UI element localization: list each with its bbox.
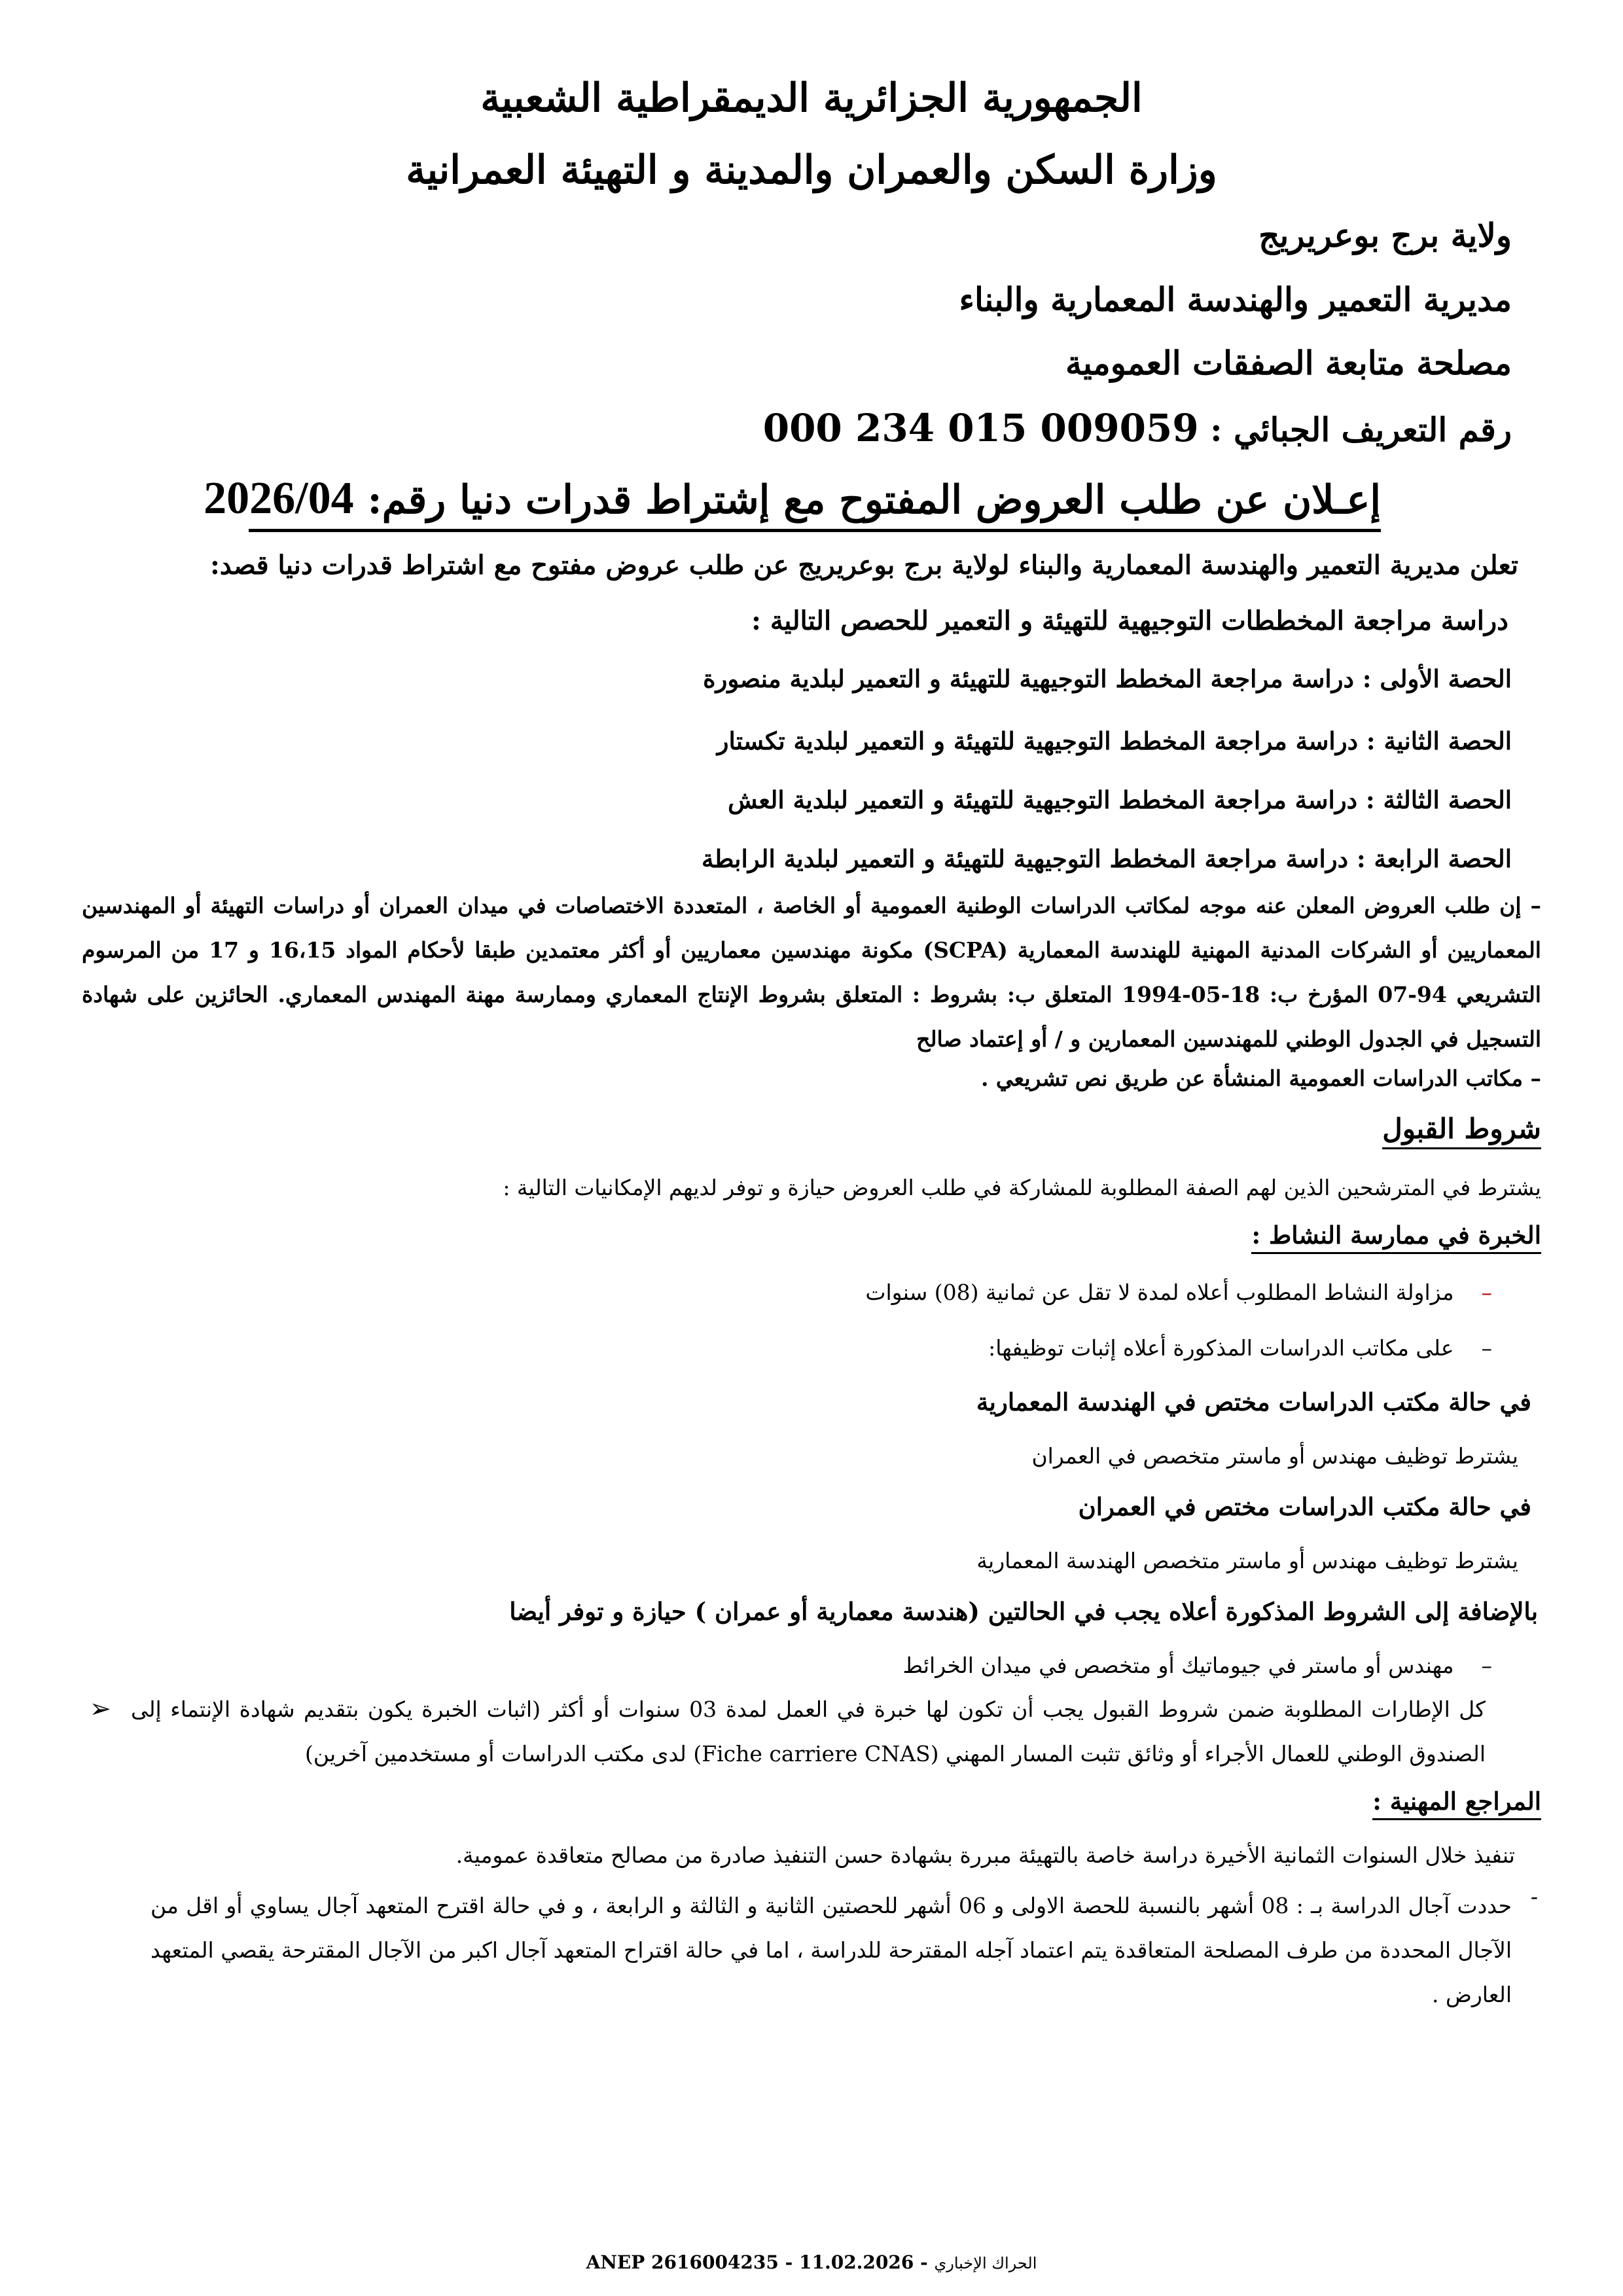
references-text: تنفيذ خلال السنوات الثمانية الأخيرة دراسة خاصة بالتهيئة مبررة بشهادة حسن التنفيذ صادرة من مصالح متعاقدة عمومية. — [455, 1842, 1515, 1868]
wilaya-name: ولاية برج بوعريريج — [1258, 216, 1512, 255]
tax-id-line — [763, 406, 1512, 450]
intro-text: تعلن مديرية التعمير والهندسة المعمارية والبناء لولاية برج بوعريريج عن طلب عروض مفتوح مع اشتراط قدرات دنيا قصد: — [210, 550, 1518, 581]
references-title: المراجع المهنية : — [1372, 1787, 1541, 1816]
tax-id-label: رقم التعريف الجبائي : — [1210, 410, 1512, 449]
case-architecture-requirement: يشترط توظيف مهندس أو ماستر متخصص في العمران — [1031, 1443, 1518, 1469]
lot-item: الحصة الرابعة : دراسة مراجعة المخطط التوجيهية للتهيئة و التعمير لبلدية الرابطة — [701, 844, 1512, 873]
study-line: دراسة مراجعة المخططات التوجيهية للتهيئة و التعمير للحصص التالية : — [751, 605, 1508, 636]
experience-item: – مزاولة النشاط المطلوب أعلاه لمدة لا تقل عن ثمانية (08) سنوات — [865, 1280, 1492, 1305]
announcement-title — [204, 473, 1381, 532]
dash-bullet: – — [1481, 1280, 1492, 1305]
tax-id-value: 000 234 015 009059 — [762, 406, 1199, 450]
experience-title: الخبرة في ممارسة النشاط : — [1251, 1221, 1541, 1249]
eligibility-paragraph: – إن طلب العروض المعلن عنه موجه لمكاتب الدراسات الوطنية العمومية أو الخاصة ، المتعددة الاختصاصات في ميدان العمران أو دراسات التهيئة أو المهندسين المعماريين أو الشركات المدنية المهنية للهندسة المعمارية (SCPA) مكونة مهندسين معماريين أو أكثر معتمدين طبقا لأحكام المواد 16،15 و 17 من المرسوم التشريعي 94-07 المؤرخ ب: 18-05-1994 المتعلق ب: بشروط : المتعلق بشروط الإنتاج المعماري وممارسة مهنة المهندس المعماري. الحائزين على شهادة التسجيل في الجدول الوطني للمهندسين المعمارين و / أو إعتماد صالح — [82, 893, 1541, 1052]
footer-anep: ANEP 2616004235 - 11.02.2026 - — [586, 2251, 928, 2273]
direction-name: مديرية التعمير والهندسة المعمارية والبناء — [959, 280, 1512, 319]
dash-bullet: – — [1481, 1653, 1492, 1678]
ministry-heading: وزارة السكن والعمران والمدينة و التهيئة العمرانية — [406, 147, 1217, 193]
conditions-title: شروط القبول — [1382, 1113, 1541, 1145]
staff-experience-note: كل الإطارات المطلوبة ضمن شروط القبول يجب أن تكون لها خبرة في العمل لمدة 03 سنوات أو أكثر (اثبات الخبرة يكون بتقديم شهادة الإنتماء إلى الصندوق الوطني للعمال الأجراء أو وثائق تثبت المسار المهني (Fiche carriere CNAS) لدى مكتب الدراسات أو مستخدمين آخرين) — [131, 1696, 1486, 1767]
case-urbanism-requirement: يشترط توظيف مهندس أو ماستر متخصص الهندسة المعمارية — [976, 1548, 1518, 1573]
both-cases-requirement: بالإضافة إلى الشروط المذكورة أعلاه يجب في الحالتين (هندسة معمارية أو عمران ) حيازة و توفر أيضا — [509, 1597, 1538, 1626]
case-urbanism-title: في حالة مكتب الدراسات مختص في العمران — [1078, 1492, 1531, 1521]
footer-publisher: الحراك الإخباري — [934, 2254, 1037, 2272]
lot-item: الحصة الأولى : دراسة مراجعة المخطط التوجيهية للتهيئة و التعمير لبلدية منصورة — [703, 664, 1512, 693]
announcement-number: 2026/04 — [204, 473, 354, 524]
gis-requirement: – مهندس أو ماستر في جيوماتيك أو متخصص في ميدان الخرائط — [902, 1653, 1492, 1678]
announcement-title-text: إعـلان عن طلب العروض المفتوح مع إشتراط قدرات دنيا رقم: — [367, 477, 1381, 523]
experience-item: – على مكاتب الدراسات المذكورة أعلاه إثبات توظيفها: — [988, 1335, 1492, 1361]
conditions-intro: يشترط في المترشحين الذين لهم الصفة المطلوبة للمشاركة في طلب العروض حيازة و توفر لديهم الإمكانيات التالية : — [503, 1175, 1541, 1200]
service-name: مصلحة متابعة الصفقات العمومية — [1065, 344, 1512, 382]
dash-bullet: - — [1530, 1884, 1538, 1909]
footer-reference — [0, 2251, 1623, 2273]
republic-heading: الجمهورية الجزائرية الديمقراطية الشعبية — [480, 75, 1143, 121]
lot-item: الحصة الثالثة : دراسة مراجعة المخطط التوجيهية للتهيئة و التعمير لبلدية العش — [728, 785, 1512, 814]
arrow-bullet-icon: ➢ — [89, 1694, 111, 1724]
dash-bullet: – — [1481, 1335, 1492, 1361]
lot-item: الحصة الثانية : دراسة مراجعة المخطط التوجيهية للتهيئة و التعمير لبلدية تكستار — [717, 726, 1512, 755]
case-architecture-title: في حالة مكتب الدراسات مختص في الهندسة المعمارية — [976, 1388, 1531, 1416]
deadline-text: حددت آجال الدراسة بـ : 08 أشهر بالنسبة للحصة الاولى و 06 أشهر للحصتين الثانية و الثالثة و الرابعة ، و في حالة اقترح المتعهد آجال يساوي أو اقل من الآجال المحددة من طرف المصلحة المتعاقدة يتم اعتماد آجله المقترحة للدراسة ، اما في حالة اقتراح المتعهد آجال اكبر من الآجال المقترحة يقصي المتعهد العارض . — [151, 1893, 1512, 2007]
eligibility-public-offices: – مكاتب الدراسات العمومية المنشأة عن طريق نص تشريعي . — [980, 1066, 1541, 1091]
